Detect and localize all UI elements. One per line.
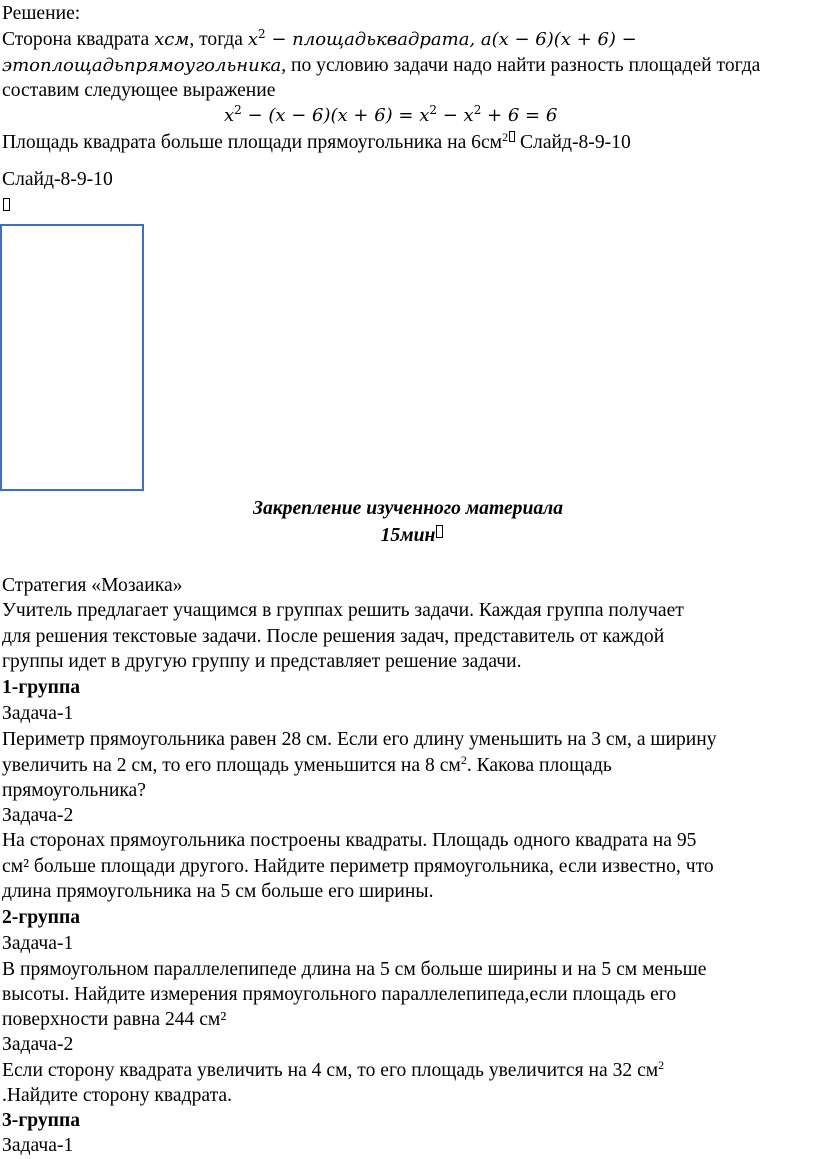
missing-glyph-row	[2, 196, 10, 220]
strategy-desc-line: для решения текстовые задачи. После решения задач, представитель от каждой	[2, 626, 665, 647]
text: Сторона квадрата	[2, 29, 155, 50]
group-2-title: 2-группа	[2, 907, 81, 928]
math-expression: $x^2$ − площадьквадрата, а(x − 6)(x + 6) −	[247, 27, 637, 50]
group-2-task-1-text: высоты. Найдите измерения прямоугольного параллелепипеда,если площадь его	[2, 984, 677, 1005]
group-2-task-1-label: Задача-1	[2, 933, 74, 954]
missing-glyph-icon	[436, 525, 443, 538]
slide-reference: Слайд-8-9-10	[2, 169, 113, 190]
group-1-task-1-label: Задача-1	[2, 703, 74, 724]
solution-line-3: составим следующее выражение	[2, 80, 276, 101]
strategy-desc-line: Учитель предлагает учащимся в группах решить задачи. Каждая группа получает	[2, 600, 684, 621]
group-2-task-2-text: Если сторону квадрата увеличить на 4 см, то его площадь увеличится на 32 $см^2$	[2, 1058, 665, 1081]
group-1-task-2-text: длина прямоугольника на 5 см больше его ширины.	[2, 881, 434, 902]
group-1-task-1-text: увеличить на 2 см, то его площадь уменьшится на 8 $см^2$. Какова площадь	[2, 753, 612, 776]
group-2-task-1-text: поверхности равна 244 см²	[2, 1009, 227, 1030]
strategy-name: Стратегия «Мозаика»	[2, 575, 183, 596]
group-2-task-2-label: Задача-2	[2, 1034, 74, 1055]
group-1-title: 1-группа	[2, 677, 81, 698]
group-1-task-1-text: Периметр прямоугольника равен 28 см. Если его длину уменьшить на 3 см, а ширину	[2, 729, 717, 750]
missing-glyph-icon	[3, 198, 10, 211]
strategy-desc-line: группы идет в другую группу и представляет решение задачи.	[2, 651, 522, 672]
group-1-task-1-text: прямоугольника?	[2, 780, 146, 801]
text: , по условию задачи надо найти разность площадей тогда	[281, 55, 761, 76]
group-2-task-1-text: В прямоугольном параллелепипеде длина на 5 см больше ширины и на 5 см меньше	[2, 959, 707, 980]
math-expression: хсм	[154, 29, 190, 50]
group-1-task-2-text: см² больше площади другого. Найдите периметр прямоугольника, если известно, что	[2, 856, 714, 877]
solution-line-1	[2, 28, 637, 52]
solution-equation: $x^2 - (x - 6)(x + 6) = x^2 - x^2 + 6 = 6$	[224, 103, 558, 126]
slide-placeholder-frame	[0, 224, 144, 491]
math-expression: этоплощадьпрямоугольника	[2, 55, 282, 76]
group-2-task-2-text: .Найдите сторону квадрата.	[2, 1085, 232, 1106]
group-3-title: 3-группа	[2, 1110, 81, 1131]
solution-line-2	[2, 54, 760, 78]
group-3-task-1-label: Задача-1	[2, 1135, 74, 1156]
group-1-task-2-text: На сторонах прямоугольника построены квадраты. Площадь одного квадрата на 95	[2, 830, 697, 851]
solution-conclusion: Площадь квадрата больше площади прямоугольника на $6см^2$ Слайд-8-9-10	[2, 130, 631, 153]
section-duration: 15мин	[4, 524, 816, 548]
section-title: Закрепление изученного материала	[252, 498, 564, 519]
text: , тогда	[189, 29, 248, 50]
group-1-task-2-label: Задача-2	[2, 805, 74, 826]
solution-heading: Решение:	[2, 3, 81, 24]
